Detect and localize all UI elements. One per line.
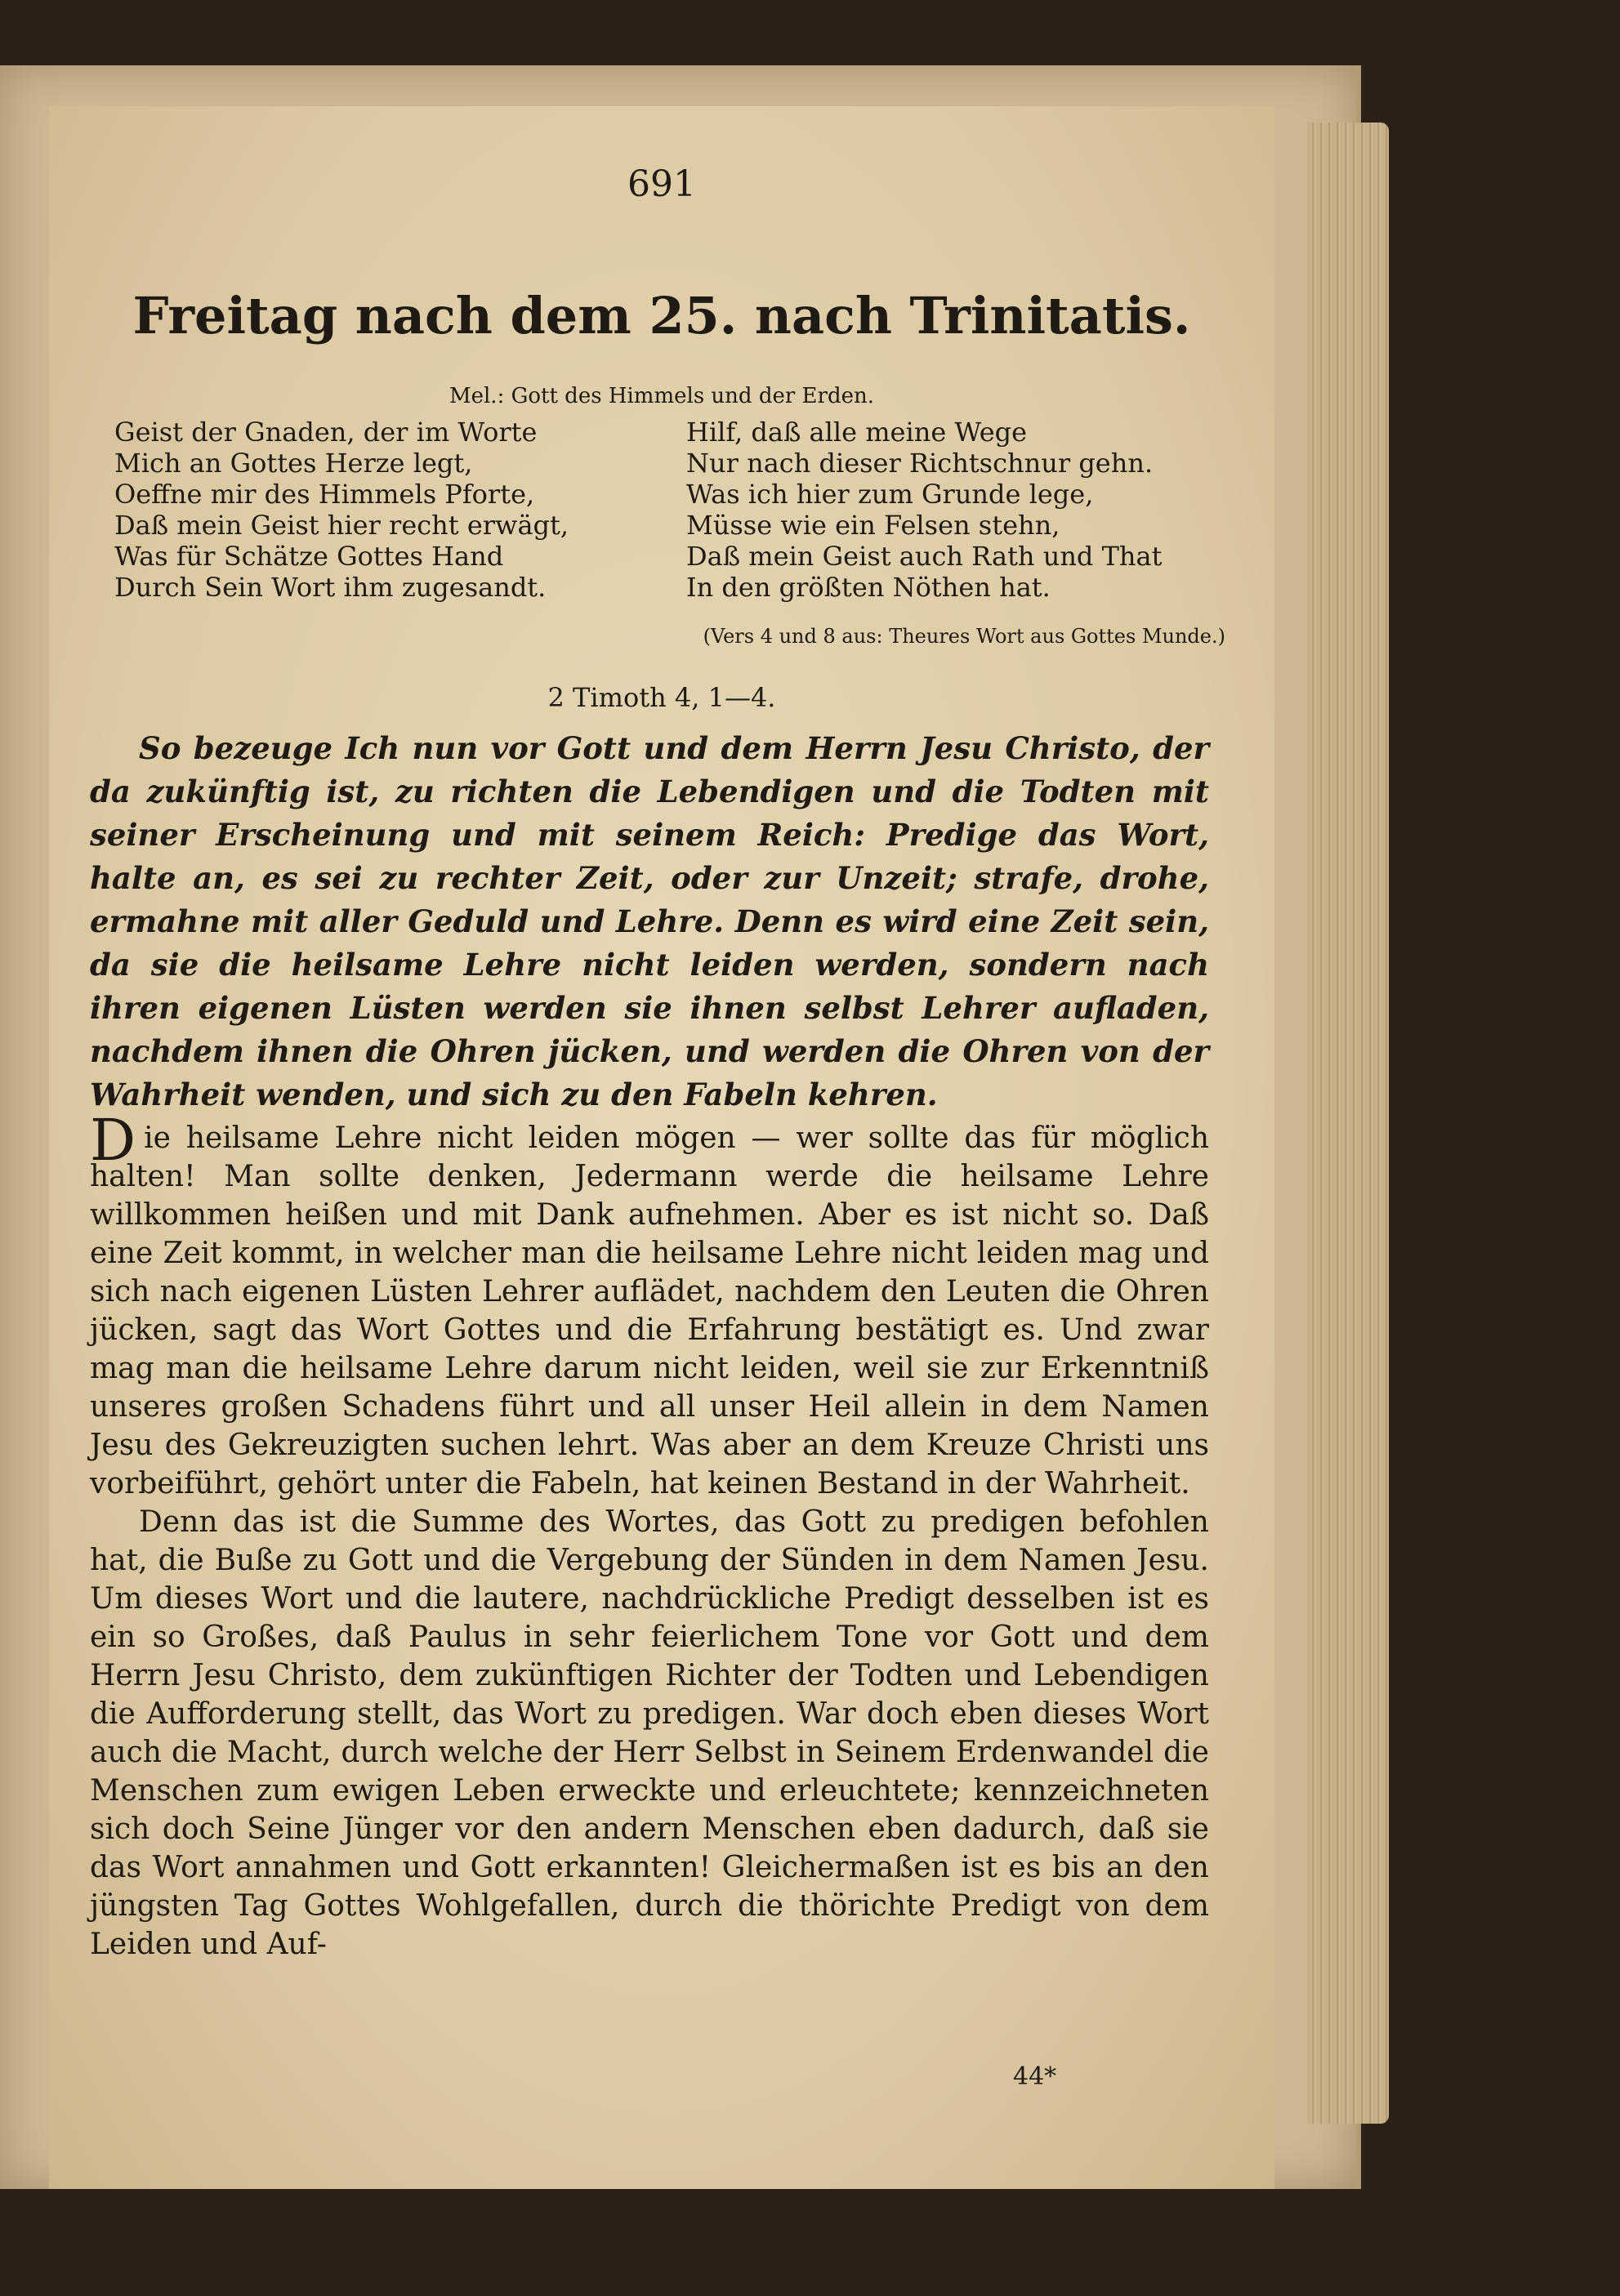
hymn-verses [114,417,1225,603]
signature-mark: 44* [1013,2062,1057,2091]
page-title: Freitag nach dem 25. nach Trinitatis. [132,286,1191,346]
melody-line: Mel.: Gott des Himmels und der Erden. [449,384,874,408]
hymn-line: Hilf, daß alle meine Wege [686,417,1028,448]
hymn-source: (Vers 4 und 8 aus: Theures Wort aus Gottes Munde.) [703,625,1225,648]
drop-cap: D [90,1107,136,1174]
hymn-line: Müsse wie ein Felsen stehn, [686,510,1060,541]
body-paragraph: Denn das ist die Summe des Wortes, das Gott zu predigen befohlen hat, die Buße zu Gott und die Vergebung der Sünden in dem Namen Jesu. Um dieses Wort und die lautere, nachdrückliche Predigt desselben ist es ein so Großes, daß Paulus in sehr feierlichem Tone vor Gott und dem Herrn Jesu Christo, dem zukünftigen Richter der Todten und Lebendigen die Aufforderung stellt, das Wort zu predigen. War doch eben dieses Wort auch die Macht, durch welche der Herr Selbst in Seinem Erdenwandel die Menschen zum ewigen Leben erweckte und erleuchtete; kennzeichneten sich doch Seine Jünger vor den andern Menschen eben dadurch, daß sie das Wort annahmen und Gott erkannten! Gleichermaßen ist es bis an den jüngsten Tag Gottes Wohlgefallen, durch die thörichte Predigt von dem Leiden und Auf- [90,1505,1209,1961]
scripture-reference: 2 Timoth 4, 1—4. [547,682,776,713]
body-paragraph [90,1107,1209,1503]
hymn-line: Geist der Gnaden, der im Worte [114,417,538,448]
hymn-line: Mich an Gottes Herze legt, [114,448,473,479]
hymn-line: Durch Sein Wort ihm zugesandt. [114,572,547,603]
hymn-line: Daß mein Geist auch Rath und That [686,541,1163,572]
page-number: 691 [627,163,696,205]
devotional-body [90,1107,1209,1964]
hymn-stanza-left [114,417,654,603]
hymn-line: In den größten Nöthen hat. [686,572,1051,603]
page-edges [1307,123,1389,2124]
hymn-line: Oeffne mir des Himmels Pforte, [114,479,535,510]
hymn-line: Was ich hier zum Grunde lege, [686,479,1094,510]
scripture-text: So bezeuge Ich nun vor Gott und dem Herrn Jesu Christo, der da zukünftig ist, zu richten die Lebendigen und die Todten mit seiner Erscheinung und mit seinem Reich: Predige das Wort, halte an, es sei zu rechter Zeit, oder zur Unzeit; strafe, drohe, ermahne mit aller Geduld und Lehre. Denn es wird eine Zeit sein, da sie die heilsame Lehre nicht leiden werden, sondern nach ihren eigenen Lüsten werden sie ihnen selbst Lehrer aufladen, nachdem ihnen die Ohren jücken, und werden die Ohren von der Wahrheit wenden, und sich zu den Fabeln kehren. [90,730,1209,1112]
hymn-stanza-right [686,417,1225,603]
paragraph-text: ie heilsame Lehre nicht leiden mögen — wer sollte das für möglich halten! Man sollte denken, Jedermann werde die heilsame Lehre willkommen heißen und mit Dank aufnehmen. Aber es ist nicht so. Daß eine Zeit kommt, in welcher man die heilsame Lehre nicht leiden mag und sich nach eigenen Lüsten Lehrer auflädet, nachdem den Leuten die Ohren jücken, sagt das Wort Gottes und die Erfahrung bestätigt es. Und zwar mag man die heilsame Lehre darum nicht leiden, weil sie zur Erkenntniß unseres großen Schadens führt und all unser Heil allein in dem Namen Jesu des Gekreuzigten suchen lehrt. Was aber an dem Kreuze Christi uns vorbeiführt, gehört unter die Fabeln, hat keinen Bestand in der Wahrheit. [90,1121,1209,1500]
hymn-line: Nur nach dieser Richtschnur gehn. [686,448,1154,479]
book-page [49,106,1274,2189]
hymn-line: Was für Schätze Gottes Hand [114,541,504,572]
hymn-line: Daß mein Geist hier recht erwägt, [114,510,569,541]
